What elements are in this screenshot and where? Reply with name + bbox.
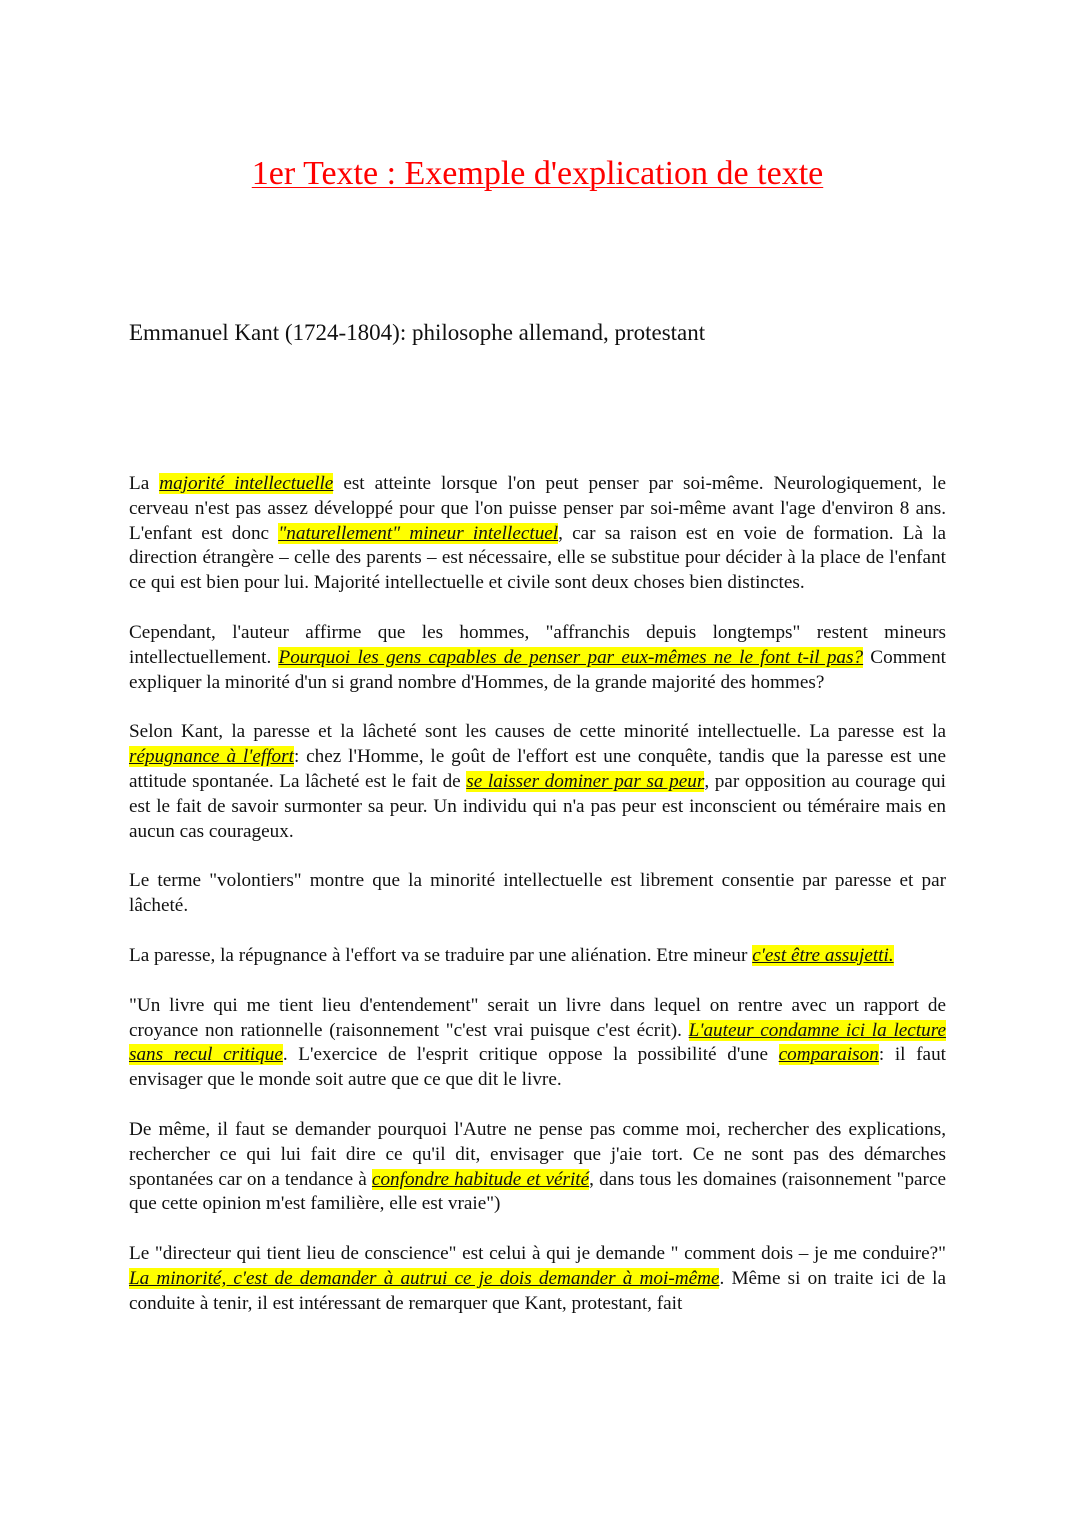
- highlighted-phrase: Pourquoi les gens capables de penser par eux-mêmes ne le font t-il pas?: [278, 646, 864, 668]
- paragraph: [129, 621, 946, 695]
- text-segment: Cependant, l'auteur affirme que les hommes, "affranchis depuis longtemps" restent mineurs intellectuellement.: [129, 621, 946, 668]
- text-segment: , dans tous les domaines (raisonnement "parce que cette opinion m'est familière, elle est vraie"): [129, 1168, 946, 1215]
- text-segment: . Même si on traite ici de la conduite à tenir, il est intéressant de remarquer que Kant, protestant, fait: [129, 1267, 947, 1314]
- highlighted-phrase: c'est être assujetti.: [752, 944, 894, 966]
- highlighted-phrase: répugnance à l'effort: [129, 746, 294, 768]
- text-segment: : chez l'Homme, le goût de l'effort est une conquête, tandis que la paresse est une attitude spontanée. La lâcheté est le fait de: [129, 746, 946, 792]
- highlighted-phrase: comparaison: [778, 1044, 879, 1066]
- author-line: Emmanuel Kant (1724-1804): philosophe allemand, protestant: [129, 320, 706, 345]
- text-segment: De même, il faut se demander pourquoi l'Autre ne pense pas comme moi, rechercher des explications, rechercher ce qui lui fait dire ce qu'il dit, envisager que j'aie tort. Ce ne sont pas des démarches spontanées car on a tendance à: [129, 1118, 946, 1190]
- highlighted-phrase: La minorité, c'est de demander à autrui ce je dois demander à moi-même: [129, 1267, 720, 1289]
- text-segment: Le terme "volontiers" montre que la minorité intellectuelle est librement consentie par paresse et par lâcheté.: [129, 870, 946, 917]
- paragraph: [129, 720, 946, 844]
- text-segment: La paresse, la répugnance à l'effort va se traduire par une aliénation. Etre mineur: [129, 944, 753, 966]
- text-segment: "Un livre qui me tient lieu d'entendement" serait un livre dans lequel on rentre avec un rapport de croyance non rationnelle (raisonnement "c'est vrai puisque c'est écrit).: [129, 994, 946, 1041]
- highlighted-phrase: L'auteur condamne ici la lecture sans recul critique: [129, 1019, 947, 1066]
- highlighted-phrase: "naturellement" mineur intellectuel: [278, 522, 559, 544]
- text-segment: , car sa raison est en voie de formation. Là la direction étrangère – celle des parents – est nécessaire, elle se substitue pour décider à la place de l'enfant ce qui est bien pour lui. Majorité intellectuelle et civile sont deux choses bien distinctes.: [129, 522, 946, 594]
- paragraph: [129, 472, 946, 596]
- text-segment: Comment expliquer la minorité d'un si grand nombre d'Hommes, de la grande majorité des hommes?: [129, 646, 946, 693]
- paragraph: [129, 869, 946, 919]
- highlighted-phrase: majorité intellectuelle: [159, 473, 334, 494]
- page-title: 1er Texte : Exemple d'explication de texte: [251, 155, 824, 192]
- body-text: [129, 472, 946, 1342]
- text-segment: Le "directeur qui tient lieu de conscience" est celui à qui je demande " comment dois – je me conduire?": [129, 1243, 946, 1265]
- text-segment: est atteinte lorsque l'on peut penser par soi-même. Neurologiquement, le cerveau n'est pas assez développé pour que l'on puisse penser par soi-même avant l'age d'environ 8 ans. L'enfant est donc: [129, 473, 946, 544]
- text-segment: La: [129, 473, 160, 494]
- highlighted-phrase: se laisser dominer par sa peur: [466, 770, 705, 792]
- highlighted-phrase: confondre habitude et vérité: [371, 1168, 590, 1190]
- text-segment: , par opposition au courage qui est le fait de savoir surmonter sa peur. Un individu qui n'a pas peur est inconscient ou téméraire mais en aucun cas courageux.: [129, 770, 946, 842]
- paragraph: [129, 994, 946, 1093]
- text-segment: : il faut envisager que le monde soit autre que ce que dit le livre.: [129, 1044, 946, 1091]
- text-segment: . L'exercice de l'esprit critique oppose la possibilité d'une: [282, 1044, 779, 1066]
- paragraph: [129, 1118, 946, 1217]
- paragraph: [129, 1242, 946, 1316]
- text-segment: Selon Kant, la paresse et la lâcheté sont les causes de cette minorité intellectuelle. La paresse est la: [129, 721, 946, 743]
- paragraph: [129, 944, 946, 969]
